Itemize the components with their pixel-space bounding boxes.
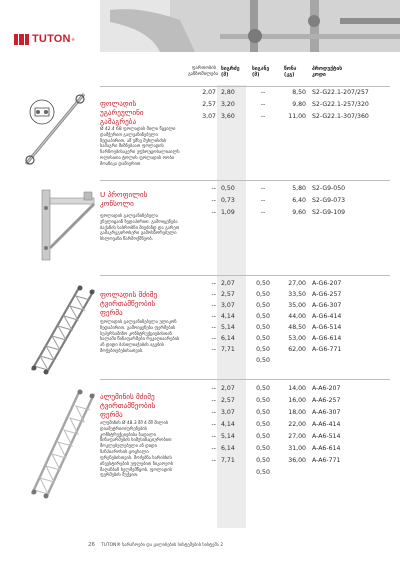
cell-width: 0,50 (256, 385, 270, 392)
cell-length: 3,60 (221, 113, 235, 120)
cell-weight: 36,00 (288, 457, 306, 464)
cell-area: -- (211, 291, 216, 298)
cell-length: 6,14 (221, 445, 235, 452)
cell-weight: 27,00 (288, 433, 306, 440)
steel-truss-image (28, 282, 98, 377)
cell-code: A-A6-614 (312, 445, 341, 452)
cell-area: -- (211, 197, 216, 204)
cell-area: -- (211, 397, 216, 404)
cell-area: -- (211, 280, 216, 287)
cell-width: 0,50 (256, 433, 270, 440)
cell-width: -- (260, 197, 266, 204)
cell-area: 2,07 (202, 89, 216, 96)
cell-weight: 9,60 (292, 209, 306, 216)
cell-weight: 9,80 (292, 101, 306, 108)
cell-code: A-A6-414 (312, 421, 341, 428)
header-width: სიგანე (მ) (252, 66, 270, 79)
cell-length: 3,07 (221, 302, 235, 309)
cell-code: S2-G22.1-257/320 (312, 101, 369, 108)
cell-area: -- (211, 185, 216, 192)
cell-width: 0,50 (256, 409, 270, 416)
cell-code: A-G6-514 (312, 324, 342, 331)
cell-weight: 16,00 (288, 397, 306, 404)
cell-area: -- (211, 313, 216, 320)
cell-code: S2-G9-073 (312, 197, 346, 204)
cell-width: 0,50 (256, 357, 270, 364)
brand-name: TUTON (32, 33, 71, 45)
cell-area: -- (211, 421, 216, 428)
cell-code: A-G6-207 (312, 280, 342, 287)
cell-length: 2,07 (221, 385, 235, 392)
cell-weight: 31,00 (288, 445, 306, 452)
header-weight: წონა (კგ) (284, 66, 297, 79)
cell-weight: 62,00 (288, 346, 306, 353)
cell-width: -- (260, 101, 266, 108)
cell-width: -- (260, 113, 266, 120)
cell-weight: 5,80 (292, 185, 306, 192)
cell-code: A-A6-307 (312, 409, 341, 416)
cell-weight: 27,00 (288, 280, 306, 287)
cell-length: 5,14 (221, 433, 235, 440)
aluminium-truss-image (28, 386, 98, 501)
cell-area: -- (211, 302, 216, 309)
cell-area: -- (211, 346, 216, 353)
cell-length: 0,73 (221, 197, 235, 204)
cell-width: 0,50 (256, 397, 270, 404)
brand-logo (14, 33, 75, 45)
cell-weight: 6,40 (292, 197, 306, 204)
cell-length: 5,14 (221, 324, 235, 331)
section-title: ალუმინის მძიმე ტვირთამწეობის ფერმა (100, 392, 156, 419)
section-description: ფოლადის გალვანიზებულა უნელიცაინ ზედაპირით. გამოიყენება ბაქანის სასრობნი მიუძანდ და გარეთ გამაკრეგიროსერი გამოსწორებული სსლოვანი წარმოქმნეობ. (100, 214, 180, 243)
cell-width: 0,50 (256, 313, 270, 320)
header-code: პროდუქტის კოდი (312, 66, 343, 79)
cell-code: A-G6-614 (312, 335, 342, 342)
cell-weight: 14,00 (288, 385, 306, 392)
cell-code: A-A6-207 (312, 385, 341, 392)
cell-length: 6,14 (221, 335, 235, 342)
hero-photo (100, 0, 400, 52)
separator (100, 379, 390, 380)
cell-length: 4,14 (221, 421, 235, 428)
cell-width: -- (260, 185, 266, 192)
cell-area: -- (211, 457, 216, 464)
cell-area: 3,07 (202, 113, 216, 120)
diagonal-brace-image (18, 90, 90, 170)
cell-length: 3,07 (221, 409, 235, 416)
cell-length: 2,57 (221, 397, 235, 404)
cell-code: S2-G9-050 (312, 185, 346, 192)
cell-length: 7,71 (221, 346, 235, 353)
cell-weight: 33,50 (288, 291, 306, 298)
cell-code: S2-G22.1-307/360 (312, 113, 369, 120)
cell-length: 1,09 (221, 209, 235, 216)
cell-width: 0,50 (256, 335, 270, 342)
cell-weight: 48,50 (288, 324, 306, 331)
brand-reg: ® (71, 36, 75, 42)
section-title: U პროფილის კონსოლი (100, 190, 148, 208)
cell-area: -- (211, 433, 216, 440)
cell-width: 0,50 (256, 280, 270, 287)
cell-area: -- (211, 209, 216, 216)
scaffold-photo-icon (100, 0, 400, 52)
cell-area: -- (211, 385, 216, 392)
cell-width: 0,50 (256, 324, 270, 331)
cell-weight: 22,00 (288, 421, 306, 428)
cell-area: -- (211, 409, 216, 416)
cell-length: 2,07 (221, 280, 235, 287)
cell-area: -- (211, 324, 216, 331)
footer-text: TUTON® ხარაჩოები და ყალიბების სისტემების სისტემა 2 (101, 542, 224, 548)
cell-width: -- (260, 89, 266, 96)
page-footer (88, 542, 223, 548)
cell-code: A-G6-307 (312, 302, 342, 309)
cell-width: 0,50 (256, 457, 270, 464)
cell-weight: 18,00 (288, 409, 306, 416)
cell-code: A-A6-257 (312, 397, 341, 404)
cell-code: A-A6-771 (312, 457, 341, 464)
section-description: ფოლადის გალვანიზებულა ულიკონ ზედაპირით. გამოიყენება ფერმების სუპერსამინო კონსტრუქციებისთან ხალაში წინაფარმები რეკაღიაარების ან დიდი ბასილიაჭიბის აგების მოჭებთებებისათვის. (100, 320, 180, 355)
cell-weight: 53,00 (288, 335, 306, 342)
cell-length: 2,57 (221, 291, 235, 298)
cell-width: -- (260, 209, 266, 216)
page-number: 26 (88, 542, 95, 548)
cell-width: 0,50 (256, 291, 270, 298)
section-title: ფოლადის მძიმე ტვირთამწეობის ფერმა (100, 290, 158, 317)
cell-length: 7,71 (221, 457, 235, 464)
cell-code: S2-G9-109 (312, 209, 346, 216)
cell-area: -- (211, 445, 216, 452)
separator (100, 275, 390, 276)
cell-code: A-G6-414 (312, 313, 342, 320)
cell-width: 0,50 (256, 421, 270, 428)
cell-width: 0,50 (256, 346, 270, 353)
cell-code: A-A6-514 (312, 433, 341, 440)
section-description: Ø 42.4 68 ფოლადის მილი წყვილი დამჭერით გალვანიზებული ზედაპირით. ამ უმსვ მუხლისძის სამაგრი მიზნებაათ ფოლადის ჩარჩოებისაკერი უფხოუცოსალიაილს ოლისითა ტოლის ფოლადის ოობი მოაჩიკა დამიერით (100, 127, 180, 167)
cell-weight: 44,00 (288, 313, 306, 320)
cell-weight: 35,00 (288, 302, 306, 309)
cell-length: 0,50 (221, 185, 235, 192)
cell-length: 4,14 (221, 313, 235, 320)
separator (100, 86, 390, 87)
header-area: ფართობის განზომილება (188, 66, 219, 77)
cell-area: -- (211, 335, 216, 342)
brand-logo-icon (14, 34, 29, 45)
cell-code: A-G6-771 (312, 346, 342, 353)
cell-code: S2-G22.1-207/257 (312, 89, 369, 96)
section-description: ალუმინის Ø 48.3 მმ 4 მმ მილის დიამეტრით/ფრენების კონსტრუქციებისა ზადალი წინაფარმების ხიმუსინაციურობით მოკლებულებული ან დიდი ზანპიაროსის ცოცხალი ფრენებისთვის. მოძებნა ხარისხის ინვესტირების უფლებით ზიკაოეობ მაღანბან ხელშემწყობ. ფოლადის ფერმების მუქვით. (100, 421, 174, 479)
cell-weight: 11,00 (288, 113, 306, 120)
cell-weight: 8,50 (292, 89, 306, 96)
cell-width: 0,50 (256, 302, 270, 309)
cell-area: 2,57 (202, 101, 216, 108)
cell-length: 2,80 (221, 89, 235, 96)
header-length: სიგრძე (მ) (221, 66, 240, 79)
cell-code: A-G6-257 (312, 291, 342, 298)
u-bracket-image (40, 188, 98, 268)
section-title: ფოლადის უგარეულინი გამაგრება (100, 99, 144, 126)
cell-width: 0,50 (256, 445, 270, 452)
separator (100, 180, 390, 181)
cell-length: 3,20 (221, 101, 235, 108)
cell-width: 0,50 (256, 469, 270, 476)
